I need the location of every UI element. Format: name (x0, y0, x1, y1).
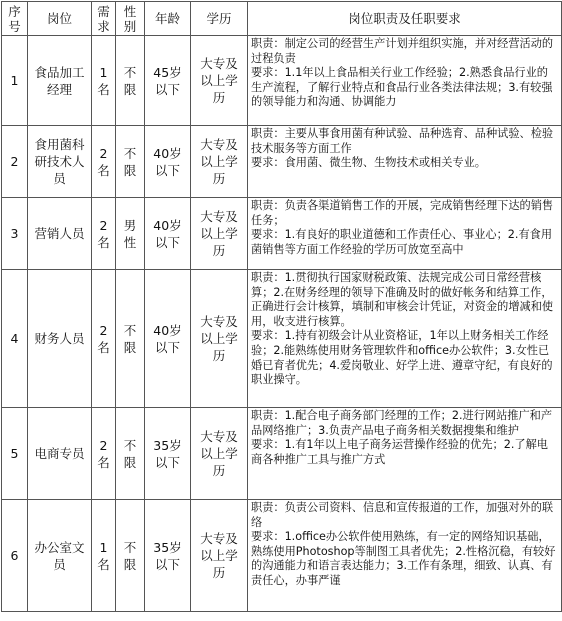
row-no: 6 (2, 500, 28, 612)
duty-text: 职责：1.配合电子商务部门经理的工作；2.进行网站推广和产品网络推广；3.负责产品电子商务相关数据搜集和维护 (251, 409, 553, 437)
row-gender: 男性 (116, 198, 145, 270)
table-row (2, 126, 562, 198)
row-age: 40岁以下 (145, 270, 191, 408)
row-gender: 不限 (116, 270, 145, 408)
row-position: 食品加工经理 (28, 36, 92, 126)
row-position: 食用菌科研技术人员 (28, 126, 92, 198)
row-age: 35岁以下 (145, 500, 191, 612)
row-gender: 不限 (116, 500, 145, 612)
header-duties: 岗位职责及任职要求 (248, 2, 562, 36)
row-duties (248, 126, 562, 198)
header-row (2, 2, 562, 36)
row-age: 35岁以下 (145, 408, 191, 500)
row-gender: 不限 (116, 408, 145, 500)
row-count: 1名 (92, 36, 116, 126)
header-age: 年龄 (145, 2, 191, 36)
row-gender: 不限 (116, 126, 145, 198)
job-table (1, 1, 562, 612)
row-position: 营销人员 (28, 198, 92, 270)
requirement-text: 要求：1.持有初级会计从业资格证，1年以上财务相关工作经验；2.能熟练使用财务管理软件和office办公软件；3.女性已婚已育者优先；4.爱岗敬业、好学上进、遵章守纪，有良好的职业操守。 (251, 329, 553, 387)
row-duties (248, 198, 562, 270)
table-row (2, 270, 562, 408)
row-education: 大专及以上学历 (191, 126, 248, 198)
duty-text: 职责：1.贯彻执行国家财税政策、法规完成公司日常经营核算；2.在财务经理的领导下准确及时的做好帐务和结算工作，正确进行会计核算，填制和审核会计凭证，对资金的增减和使用，收支进行核算。 (251, 271, 554, 328)
row-education: 大专及以上学历 (191, 408, 248, 500)
header-no: 序号 (2, 2, 28, 36)
duty-text: 职责：主要从事食用菌有种试验、品种选育、品种试验、检验技术服务等方面工作 (251, 127, 554, 155)
row-count: 2名 (92, 126, 116, 198)
row-no: 3 (2, 198, 28, 270)
header-count: 需求 (92, 2, 116, 36)
table-row (2, 36, 562, 126)
requirement-text: 要求：1.有1年以上电子商务运营操作经验的优先；2.了解电商各种推广工具与推广方式 (251, 438, 548, 466)
header-gender: 性别 (116, 2, 145, 36)
row-no: 1 (2, 36, 28, 126)
row-position: 办公室文员 (28, 500, 92, 612)
row-count: 2名 (92, 270, 116, 408)
row-age: 40岁以下 (145, 198, 191, 270)
row-count: 2名 (92, 198, 116, 270)
table-row (2, 408, 562, 500)
duty-text: 职责：制定公司的经营生产计划并组织实施，并对经营活动的过程负责 (251, 37, 554, 65)
row-no: 5 (2, 408, 28, 500)
row-education: 大专及以上学历 (191, 500, 248, 612)
row-age: 45岁以下 (145, 36, 191, 126)
duty-text: 职责：负责各渠道销售工作的开展，完成销售经理下达的销售任务； (251, 199, 554, 227)
table-row (2, 198, 562, 270)
row-count: 1名 (92, 500, 116, 612)
row-education: 大专及以上学历 (191, 36, 248, 126)
row-education: 大专及以上学历 (191, 270, 248, 408)
header-position: 岗位 (28, 2, 92, 36)
row-position: 电商专员 (28, 408, 92, 500)
table-row (2, 500, 562, 612)
duty-text: 职责：负责公司资料、信息和宣传报道的工作，加强对外的联络 (251, 501, 554, 529)
row-duties (248, 270, 562, 408)
row-count: 2名 (92, 408, 116, 500)
row-age: 40岁以下 (145, 126, 191, 198)
row-no: 4 (2, 270, 28, 408)
row-duties (248, 36, 562, 126)
requirement-text: 要求：1.1年以上食品相关行业工作经验；2.熟悉食品行业的生产流程，了解行业特点和食品行业各类法律法规；3.有较强的领导能力和沟通、协调能力 (251, 66, 553, 109)
requirement-text: 要求：1.office办公软件使用熟练，有一定的网络知识基础，熟练使用Photoshop等制图工具者优先；2.性格沉稳，有较好的沟通能力和语言表达能力；3.工作有条理，细致、认真、有责任心，办事严谨 (251, 530, 556, 587)
row-duties (248, 408, 562, 500)
row-no: 2 (2, 126, 28, 198)
header-education: 学历 (191, 2, 248, 36)
row-gender: 不限 (116, 36, 145, 126)
requirement-text: 要求：食用菌、微生物、生物技术或相关专业。 (251, 156, 486, 170)
row-duties (248, 500, 562, 612)
row-education: 大专及以上学历 (191, 198, 248, 270)
requirement-text: 要求：1.有良好的职业道德和工作责任心、事业心；2.有食用菌销售等方面工作经验的学历可放宽至高中 (251, 228, 553, 256)
row-position: 财务人员 (28, 270, 92, 408)
